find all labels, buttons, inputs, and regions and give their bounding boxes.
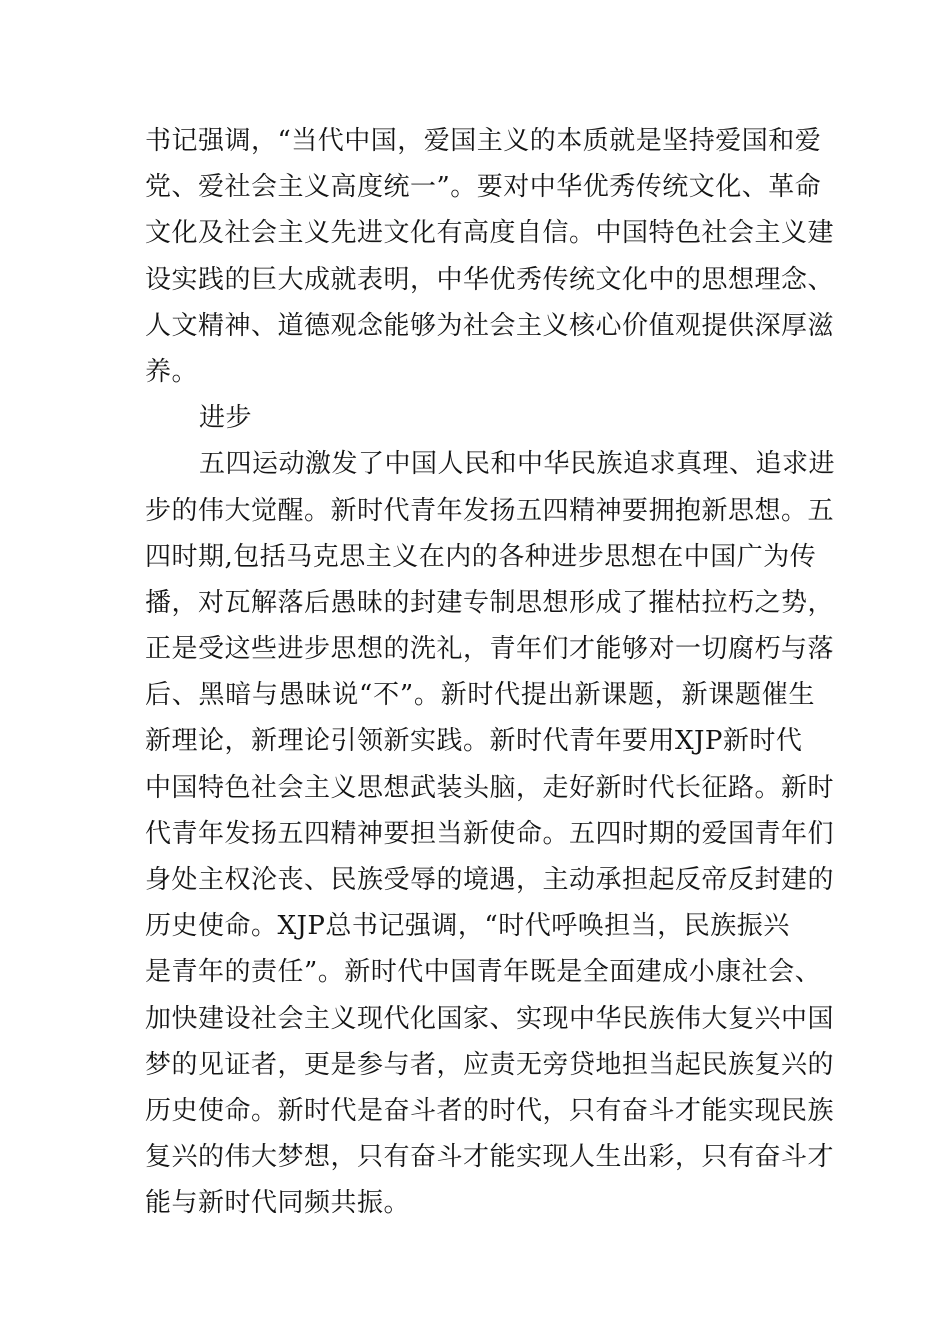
text-line: 进步 bbox=[199, 403, 253, 434]
text-line: 步的伟大觉醒。新时代青年发扬五四精神要拥抱新思想。五 bbox=[145, 495, 835, 526]
text-line: 新理论，新理论引领新实践。新时代青年要用XJP新时代 bbox=[145, 726, 803, 757]
text-line: 播，对瓦解落后愚昧的封建专制思想形成了摧枯拉朽之势， bbox=[145, 587, 835, 618]
text-line: 文化及社会主义先进文化有高度自信。中国特色社会主义建 bbox=[145, 218, 835, 249]
text-line: 历史使命。新时代是奋斗者的时代，只有奋斗才能实现民族 bbox=[145, 1095, 835, 1126]
text-line: 是青年的责任”。新时代中国青年既是全面建成小康社会、 bbox=[145, 957, 822, 988]
text-line: 代青年发扬五四精神要担当新使命。五四时期的爱国青年们 bbox=[145, 818, 835, 849]
text-line: 四时期,包括马克思主义在内的各种进步思想在中国广为传 bbox=[145, 541, 817, 572]
text-line: 养。 bbox=[145, 356, 199, 387]
text-line: 后、黑暗与愚昧说“不”。新时代提出新课题，新课题催生 bbox=[145, 680, 815, 711]
text-line: 正是受这些进步思想的洗礼，青年们才能够对一切腐朽与落 bbox=[145, 634, 835, 665]
text-line: 能与新时代同频共振。 bbox=[145, 1188, 411, 1219]
text-line: 加快建设社会主义现代化国家、实现中华民族伟大复兴中国 bbox=[145, 1003, 835, 1034]
text-line: 中国特色社会主义思想武装头脑，走好新时代长征路。新时 bbox=[145, 772, 835, 803]
body-text bbox=[145, 118, 836, 1227]
text-line: 复兴的伟大梦想，只有奋斗才能实现人生出彩，只有奋斗才 bbox=[145, 1142, 835, 1173]
text-line: 党、爱社会主义高度统一”。要对中华优秀传统文化、革命 bbox=[145, 172, 822, 203]
text-line: 五四运动激发了中国人民和中华民族追求真理、追求进 bbox=[199, 449, 836, 480]
text-line: 人文精神、道德观念能够为社会主义核心价值观提供深厚滋 bbox=[145, 310, 835, 341]
text-line: 书记强调，“当代中国，爱国主义的本质就是坚持爱国和爱 bbox=[145, 126, 822, 156]
text-line: 设实践的巨大成就表明，中华优秀传统文化中的思想理念、 bbox=[145, 264, 835, 295]
text-line: 梦的见证者，更是参与者，应责无旁贷地担当起民族复兴的 bbox=[145, 1049, 835, 1080]
text-line: 历史使命。XJP总书记强调，“时代呼唤担当，民族振兴 bbox=[145, 911, 790, 942]
text-line: 身处主权沦丧、民族受辱的境遇，主动承担起反帝反封建的 bbox=[145, 865, 835, 895]
